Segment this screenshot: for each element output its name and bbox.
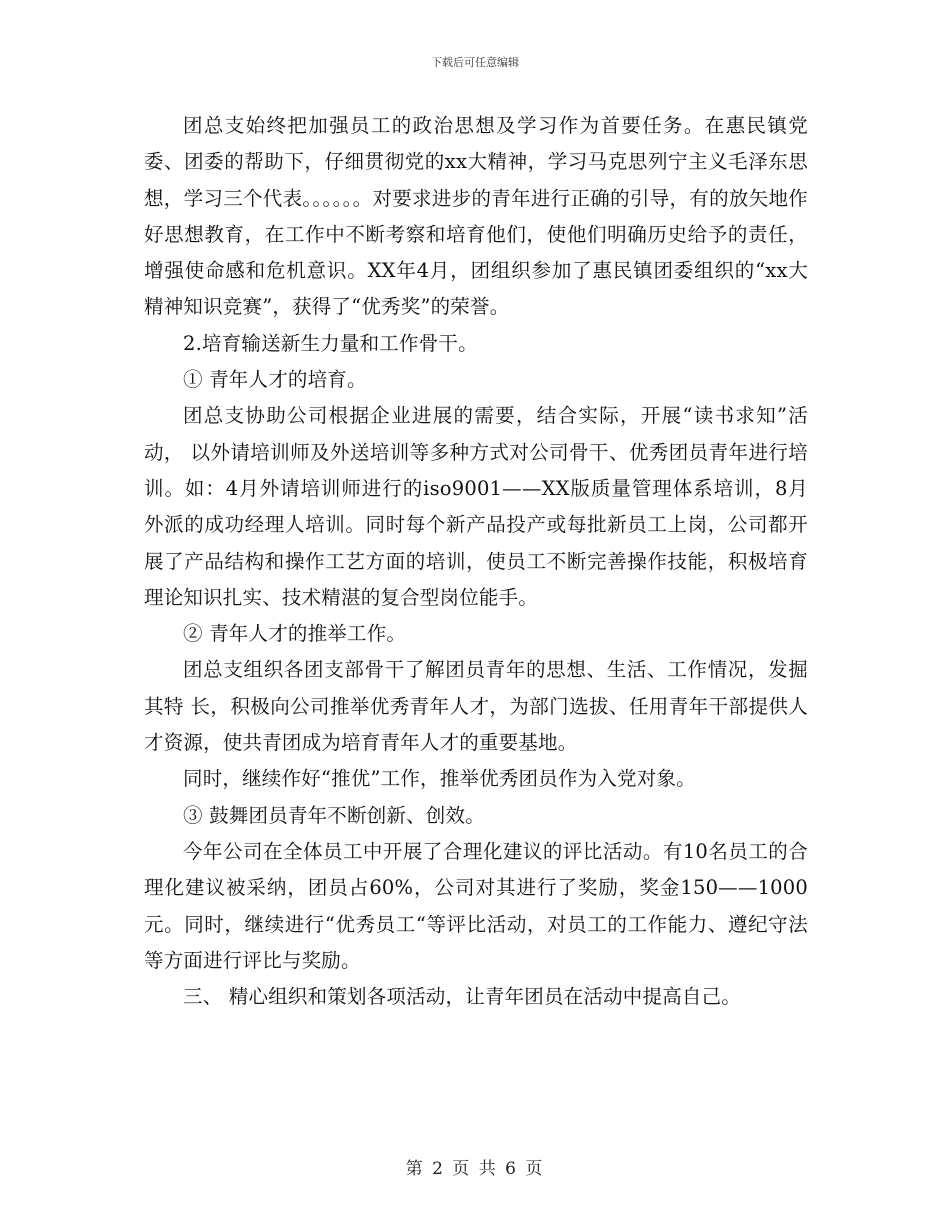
subheading-youth-training: ① 青年人才的培育。 (183, 368, 367, 392)
paragraph-political-study: 团总支始终把加强员工的政治思想及学习作为首要任务。在惠民镇党委、团委的帮助下，仔细贯彻党的xx大精神，学习马克思列宁主义毛泽东思想，学习三个代表。。。。。。对要求进步的青年进行正确的引导，有的放矢地作好思想教育，在工作中不断考察和培育他们，使他们明确历史给予的责任，增强使命感和危机意识。XX年4月，团组织参加了惠民镇团委组织的“xx大精神知识竞赛”，获得了“优秀奖”的荣誉。 (144, 114, 808, 319)
paragraph-training-activities: 团总支协助公司根据企业进展的需要，结合实际，开展“读书求知”活动， 以外请培训师及外送培训等多种方式对公司骨干、优秀团员青年进行培训。如：4月外请培训师进行的iso9001——XX版质量管理体系培训，8月外派的成功经理人培训。同时每个新产品投产或每批新员工上岗，公司都开展了产品结构和操作工艺方面的培训，使员工不断完善操作技能，积极培育理论知识扎实、技术精湛的复合型岗位能手。 (144, 404, 808, 609)
section-heading-activities: 三、 精心组织和策划各项活动，让青年团员在活动中提高自己。 (183, 985, 741, 1009)
paragraph-recommendation-work: 团总支组织各团支部骨干了解团员青年的思想、生活、工作情况，发掘其特 长，积极向公司推举优秀青年人才，为部门选拔、任用青年干部提供人才资源，使共青团成为培育青年人才的重要基地。 (144, 658, 808, 755)
page-number-footer: 第 2 页 共 6 页 (405, 1159, 545, 1179)
subheading-youth-recommendation: ② 青年人才的推举工作。 (183, 622, 407, 646)
section-heading-talent-cultivation: 2.培育输送新生力量和工作骨干。 (183, 331, 478, 355)
subheading-innovation: ③ 鼓舞团员青年不断创新、创效。 (183, 803, 485, 827)
page-header-note: 下载后可任意编辑 (431, 56, 519, 69)
document-body (144, 108, 808, 1015)
paragraph-suggestion-awards: 今年公司在全体员工中开展了合理化建议的评比活动。有10名员工的合理化建议被采纳，团员占60%，公司对其进行了奖励，奖金150——1000元。同时，继续进行“优秀员工“等评比活动，对员工的工作能力、遵纪守法等方面进行评比与奖励。 (144, 839, 808, 972)
paragraph-party-recommendation: 同时，继续作好“推优”工作，推举优秀团员作为入党对象。 (183, 767, 696, 791)
